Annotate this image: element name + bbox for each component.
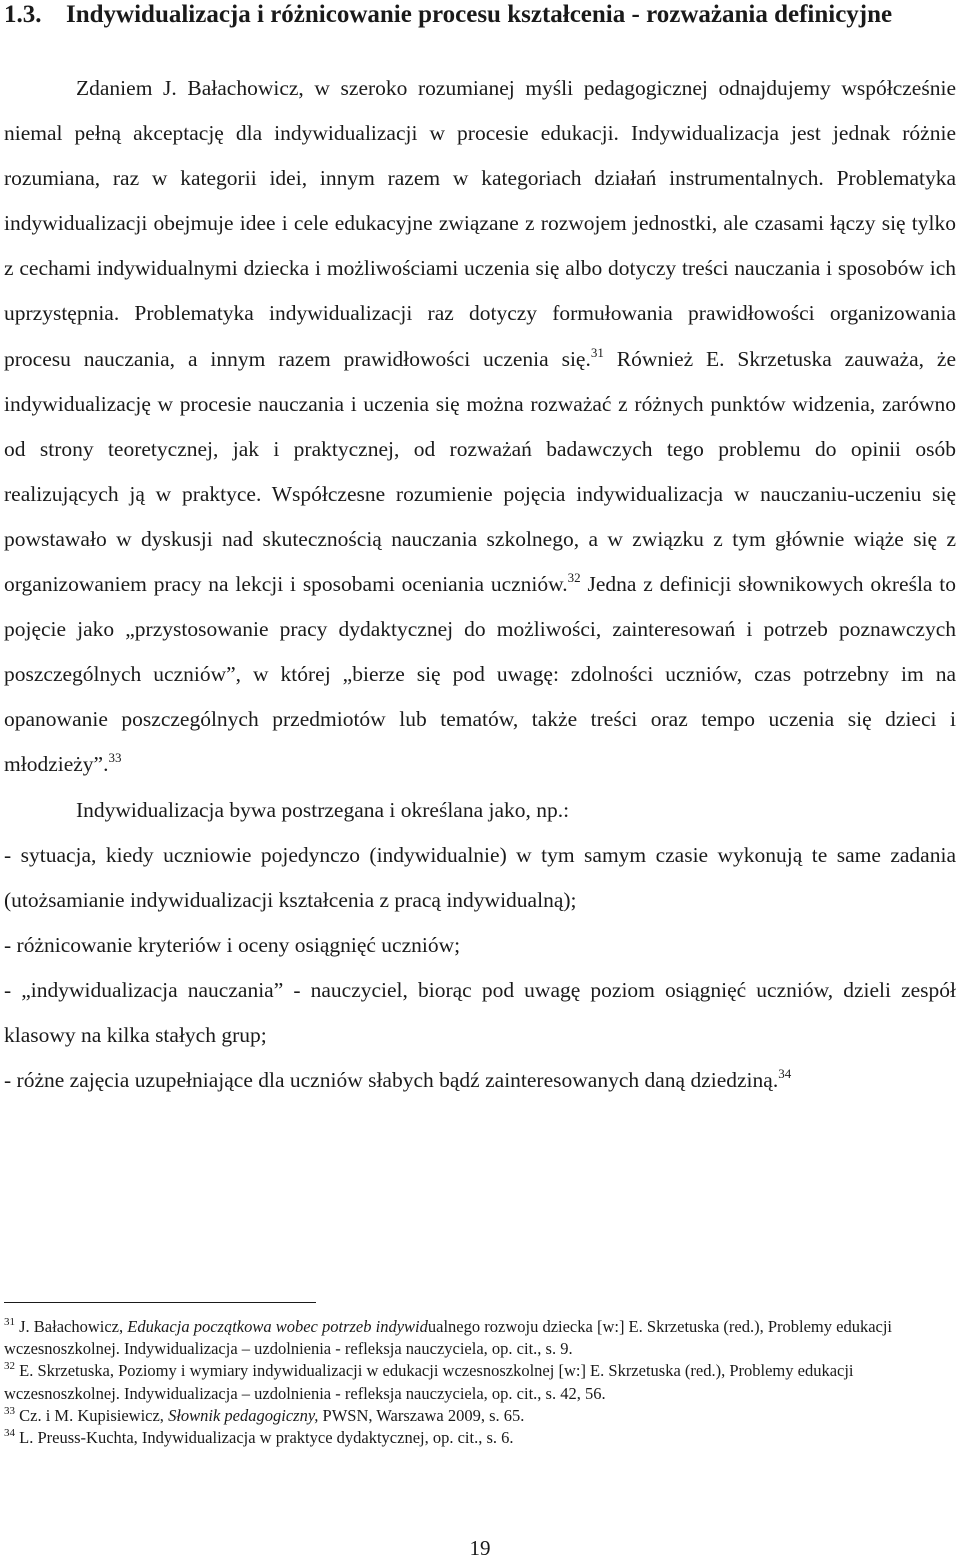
- paragraph-text: Również E. Skrzetuska zauważa, że indywidualizację w procesie nauczania i uczenia się można rozważać z różnych punktów widzenia, zarówno od strony teoretycznej, jak i praktycznej, od rozważań badawczych tego problemu do opinii osób realizujących ją w praktyce. Współczesne rozumienie pojęcia indywidualizacja w nauczaniu-uczeniu się powstawało w dyskusji nad skutecznością nauczania szkolnego, a w związku z tym głównie wiąże się z organizowaniem pracy na lekcji i sposobami oceniania uczniów.: [4, 346, 956, 597]
- footnote-title: Słownik pedagogiczny,: [168, 1405, 319, 1425]
- footnotes: [4, 1316, 948, 1449]
- footnote-ref: 33: [108, 750, 122, 766]
- footnote-number: 32: [4, 1360, 15, 1373]
- footnote-title: Edukacja początkowa wobec potrzeb indywid: [127, 1317, 428, 1336]
- footnote: [4, 1427, 948, 1449]
- section-heading: [4, 0, 956, 30]
- list-item-text: - różne zajęcia uzupełniające dla uczniów słabych bądź zainteresowanych daną dziedziną.: [4, 1068, 779, 1093]
- footnote-ref: 34: [778, 1066, 792, 1082]
- list-item: [4, 968, 956, 1058]
- paragraph: [4, 66, 956, 788]
- section-title: Indywidualizacja i różnicowanie procesu kształcenia - rozważania definicyjne: [66, 1, 893, 28]
- footnote-text: E. Skrzetuska, Poziomy i wymiary indywidualizacji w edukacji wczesnoszkolnej [w:] E. Skrzetuska (red.), Problemy edukacji wczesnoszkolnej. Indywidualizacja – uzdolnienia - refleksja nauczyciela, op. cit., s. 42, 56.: [4, 1361, 854, 1403]
- section-number: 1.3.: [4, 1, 42, 28]
- footnote-text: L. Preuss-Kuchta, Indywidualizacja w praktyce dydaktycznej, op. cit., s. 6.: [19, 1428, 514, 1448]
- paragraph-text: Jedna z definicji słownikowych określa to pojęcie jako „przystosowanie pracy dydaktycznej do możliwości, zainteresowań i potrzeb poznawczych poszczególnych uczniów”, w której „bierze się pod uwagę: zdolności uczniów, czas potrzebny im na opanowanie poszczególnych przedmiotów lub tematów, także treści oraz tempo uczenia się dzieci i młodzieży”.: [4, 572, 957, 777]
- list-item: [4, 1058, 956, 1103]
- footnote-number: 33: [4, 1404, 15, 1417]
- list-item-text: - sytuacja, kiedy uczniowie pojedynczo (indywidualnie) w tym samym czasie wykonują te same zadania (utożsamianie indywidualizacji kształcenia z pracą indywidualną);: [4, 842, 956, 912]
- footnote-number: 34: [4, 1427, 15, 1440]
- footnote-ref: 31: [590, 344, 604, 360]
- footnote: [4, 1405, 948, 1427]
- list-item-text: - różnicowanie kryteriów i oceny osiągnięć uczniów;: [4, 932, 461, 957]
- footnote-text: ualnego rozwoju dziecka [w:] E. Skrzetuska (red.), Problemy edukacji wczesnoszkolnej. Indywidualizacja – uzdolnienia - refleksja nauczyciela, op. cit., s. 9.: [4, 1317, 893, 1359]
- footnote-text: PWSN, Warszawa 2009, s. 65.: [322, 1405, 525, 1425]
- footnote: [4, 1316, 948, 1360]
- paragraph-text: Indywidualizacja bywa postrzegana i określana jako, np.:: [76, 797, 570, 822]
- footnote-separator: [4, 1302, 316, 1303]
- list-item: [4, 923, 956, 968]
- paragraph: [4, 788, 956, 833]
- page-number: 19: [469, 1536, 491, 1560]
- list-item-text: - „indywidualizacja nauczania” - nauczyciel, biorąc pod uwagę poziom osiągnięć uczniów, dzieli zespół klasowy na kilka stałych grup;: [4, 977, 956, 1047]
- body-text: [4, 66, 956, 1103]
- list-item: [4, 833, 956, 923]
- footnote-author: J. Bałachowicz,: [19, 1317, 124, 1336]
- footnote-author: Cz. i M. Kupisiewicz,: [19, 1405, 164, 1425]
- footnote-number: 31: [4, 1316, 15, 1328]
- footnote-ref: 32: [567, 570, 581, 586]
- footnote: [4, 1360, 948, 1404]
- paragraph-text: Zdaniem J. Bałachowicz, w szeroko rozumianej myśli pedagogicznej odnajdujemy współcześnie niemal pełną akceptację dla indywidualizacji w procesie edukacji. Indywidualizacja jest jednak różnie rozumiana, raz w kategorii idei, innym razem w kategoriach działań instrumentalnych. Problematyka indywidualizacji obejmuje idee i cele edukacyjne związane z rozwojem jednostki, ale czasami łączy się tylko z cechami indywidualnymi dziecka i możliwościami uczenia się albo dotyczy treści nauczania i sposobów ich uprzystępnia. Problematyka indywidualizacji raz dotyczy formułowania prawidłowości organizowania procesu nauczania, a innym razem prawidłowości uczenia się.: [4, 76, 956, 371]
